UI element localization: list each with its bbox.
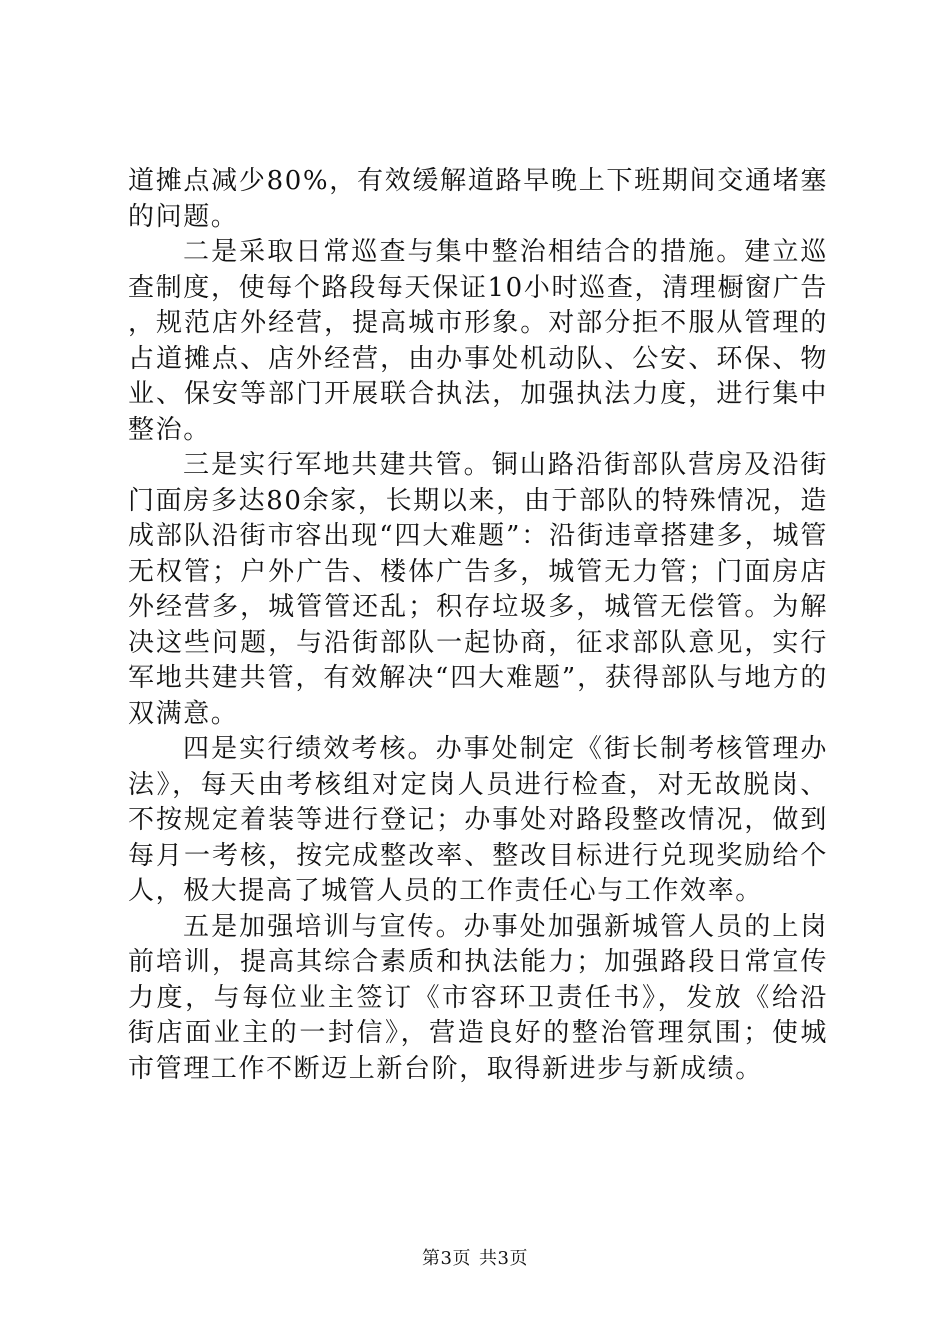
document-body: [128, 164, 828, 1087]
paragraph-continuation: 道摊点减少80%，有效缓解道路早晚上下班期间交通堵塞的问题。: [128, 166, 828, 232]
paragraph-measure-3: 三是实行军地共建共管。铜山路沿街部队营房及沿街门面房多达80余家，长期以来，由于部队的特殊情况，造成部队沿街市容出现“四大难题”：沿街违章搭建多，城管无权管；户外广告、楼体广告多，城管无力管；门面房店外经营多，城管管还乱；积存垃圾多，城管无偿管。为解决这些问题，与沿街部队一起协商，征求部队意见，实行军地共建共管，有效解决“四大难题”，获得部队与地方的双满意。: [128, 450, 828, 729]
paragraph-measure-5: 五是加强培训与宣传。办事处加强新城管人员的上岗前培训，提高其综合素质和执法能力；加强路段日常宣传力度，与每位业主签订《市容环卫责任书》，发放《给沿街店面业主的一封信》，营造良好的整治管理氛围；使城市管理工作不断迈上新台阶，取得新进步与新成绩。: [128, 911, 828, 1084]
paragraph-measure-2: 二是采取日常巡查与集中整治相结合的措施。建立巡查制度，使每个路段每天保证10小时巡查，清理橱窗广告，规范店外经营，提高城市形象。对部分拒不服从管理的占道摊点、店外经营，由办事处机动队、公安、环保、物业、保安等部门开展联合执法，加强执法力度，进行集中整治。: [128, 237, 828, 445]
paragraph-measure-4: 四是实行绩效考核。办事处制定《街长制考核管理办法》，每天由考核组对定岗人员进行检查，对无故脱岗、不按规定着装等进行登记；办事处对路段整改情况，做到每月一考核，按完成整改率、整改目标进行兑现奖励给个人，极大提高了城管人员的工作责任心与工作效率。: [128, 734, 828, 906]
page-footer: [0, 1248, 950, 1270]
page-number: 第3页: [422, 1248, 471, 1269]
page-total: 共3页: [479, 1248, 528, 1269]
